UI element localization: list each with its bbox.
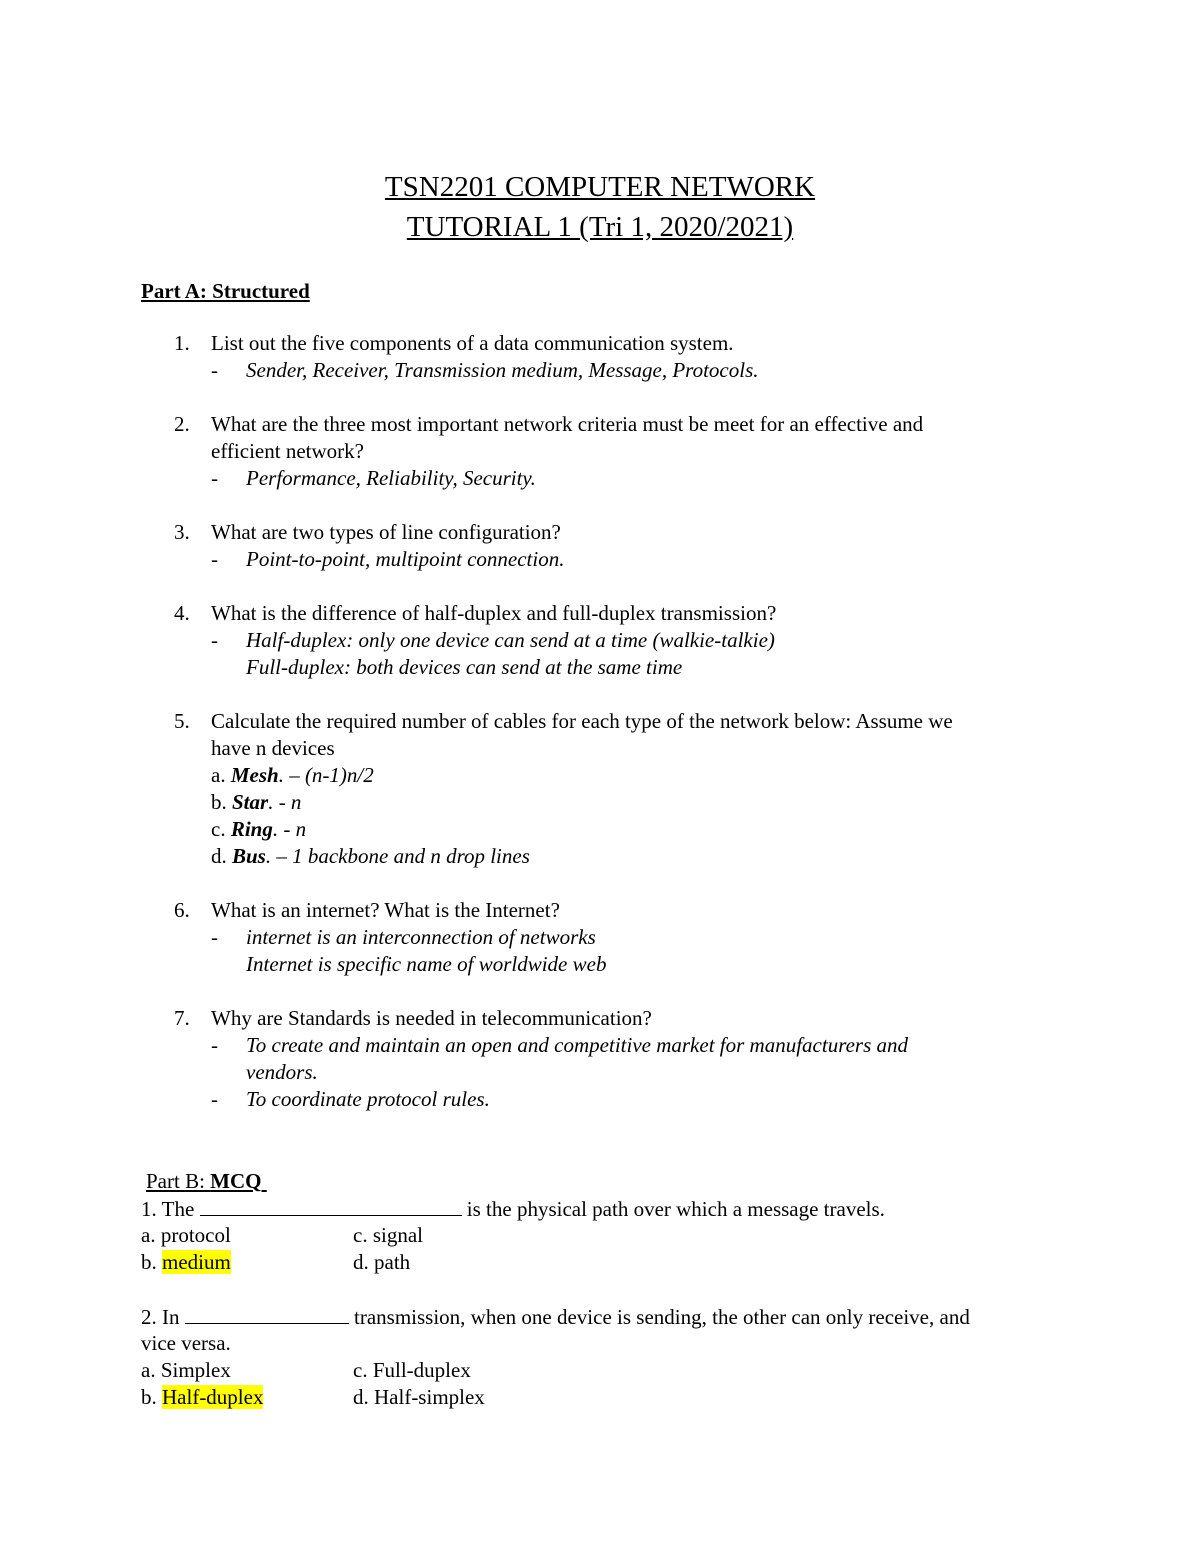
question-text: efficient network? bbox=[211, 439, 364, 463]
option-answer: . – 1 backbone and n drop lines bbox=[265, 844, 530, 868]
answer-text: Internet is specific name of worldwide web bbox=[246, 952, 607, 976]
answer-text: vendors. bbox=[246, 1060, 318, 1084]
question-number: 5. bbox=[174, 709, 190, 733]
answer-text: To coordinate protocol rules. bbox=[246, 1087, 490, 1111]
answer-dash: - bbox=[211, 466, 218, 490]
part-b-heading-prefix: Part B: bbox=[146, 1169, 211, 1193]
mcq-option-correct bbox=[141, 1249, 231, 1276]
question-text: What is an internet? What is the Internet? bbox=[211, 898, 560, 922]
option-answer: . – (n-1)n/2 bbox=[278, 763, 374, 787]
option-answer: . - n bbox=[268, 790, 302, 814]
answer-text: Point-to-point, multipoint connection. bbox=[246, 547, 565, 571]
question-text: What are two types of line configuration? bbox=[211, 520, 561, 544]
network-option bbox=[211, 762, 374, 789]
question-text: have n devices bbox=[211, 736, 335, 760]
question-number: 1. bbox=[174, 331, 190, 355]
answer-blank bbox=[200, 1195, 462, 1216]
mcq-question-end: is the physical path over which a message travels. bbox=[466, 1197, 885, 1221]
answer-text: Half-duplex: only one device can send at a time (walkie-talkie) bbox=[246, 628, 775, 652]
answer-dash: - bbox=[211, 547, 218, 571]
mcq-option: d. path bbox=[353, 1250, 411, 1274]
mcq-option: c. signal bbox=[353, 1223, 423, 1247]
answer-dash: - bbox=[211, 628, 218, 652]
option-letter: b. bbox=[141, 1250, 162, 1274]
mcq-option: a. Simplex bbox=[141, 1358, 231, 1382]
option-answer: . - n bbox=[272, 817, 307, 841]
answer-text: To create and maintain an open and competitive market for manufacturers and bbox=[246, 1033, 909, 1057]
network-option bbox=[211, 816, 306, 843]
part-b-heading bbox=[146, 1168, 267, 1195]
network-option bbox=[211, 789, 301, 816]
option-term: Star bbox=[232, 790, 269, 814]
question-text: What are the three most important network criteria must be meet for an effective and bbox=[211, 412, 924, 436]
mcq-option: c. Full-duplex bbox=[353, 1358, 471, 1382]
question-text: Calculate the required number of cables for each type of the network below: Assume we bbox=[211, 709, 953, 733]
option-term: Mesh bbox=[230, 763, 279, 787]
answer-text: Performance, Reliability, Security. bbox=[246, 466, 536, 490]
answer-dash: - bbox=[211, 1033, 218, 1057]
question-text: Why are Standards is needed in telecommunication? bbox=[211, 1006, 652, 1030]
answer-dash: - bbox=[211, 1087, 218, 1111]
option-letter: a. bbox=[211, 763, 226, 787]
highlighted-answer: medium bbox=[162, 1250, 231, 1274]
mcq-question-continued: vice versa. bbox=[141, 1331, 231, 1355]
question-number: 4. bbox=[174, 601, 190, 625]
answer-text: internet is an interconnection of networks bbox=[246, 925, 596, 949]
answer-text: Sender, Receiver, Transmission medium, Message, Protocols. bbox=[246, 358, 759, 382]
mcq-question bbox=[141, 1303, 970, 1331]
option-letter: c. bbox=[211, 817, 226, 841]
mcq-question-start: 2. In bbox=[141, 1305, 180, 1329]
option-letter: b. bbox=[141, 1385, 162, 1409]
option-letter: b. bbox=[211, 790, 227, 814]
mcq-question-end: transmission, when one device is sending, the other can only receive, and bbox=[354, 1305, 970, 1329]
part-b-heading-label: MCQ bbox=[210, 1169, 262, 1193]
document-title: TSN2201 COMPUTER NETWORK bbox=[384, 171, 816, 203]
mcq-question-start: 1. The bbox=[141, 1197, 195, 1221]
part-a-heading: Part A: Structured bbox=[141, 279, 310, 303]
mcq-question bbox=[141, 1195, 885, 1223]
answer-text: Full-duplex: both devices can send at the same time bbox=[246, 655, 683, 679]
question-text: List out the five components of a data communication system. bbox=[211, 331, 734, 355]
network-option bbox=[211, 843, 530, 870]
question-number: 7. bbox=[174, 1006, 190, 1030]
question-number: 2. bbox=[174, 412, 190, 436]
answer-dash: - bbox=[211, 358, 218, 382]
mcq-option-correct bbox=[141, 1384, 263, 1411]
question-number: 3. bbox=[174, 520, 190, 544]
question-text: What is the difference of half-duplex and full-duplex transmission? bbox=[211, 601, 777, 625]
mcq-option: a. protocol bbox=[141, 1223, 231, 1247]
highlighted-answer: Half-duplex bbox=[162, 1385, 264, 1409]
mcq-option: d. Half-simplex bbox=[353, 1385, 485, 1409]
answer-dash: - bbox=[211, 925, 218, 949]
option-term: Bus bbox=[232, 844, 266, 868]
document-subtitle: TUTORIAL 1 (Tri 1, 2020/2021) bbox=[406, 211, 794, 243]
question-number: 6. bbox=[174, 898, 190, 922]
answer-blank bbox=[185, 1303, 349, 1324]
option-term: Ring bbox=[230, 817, 273, 841]
option-letter: d. bbox=[211, 844, 227, 868]
